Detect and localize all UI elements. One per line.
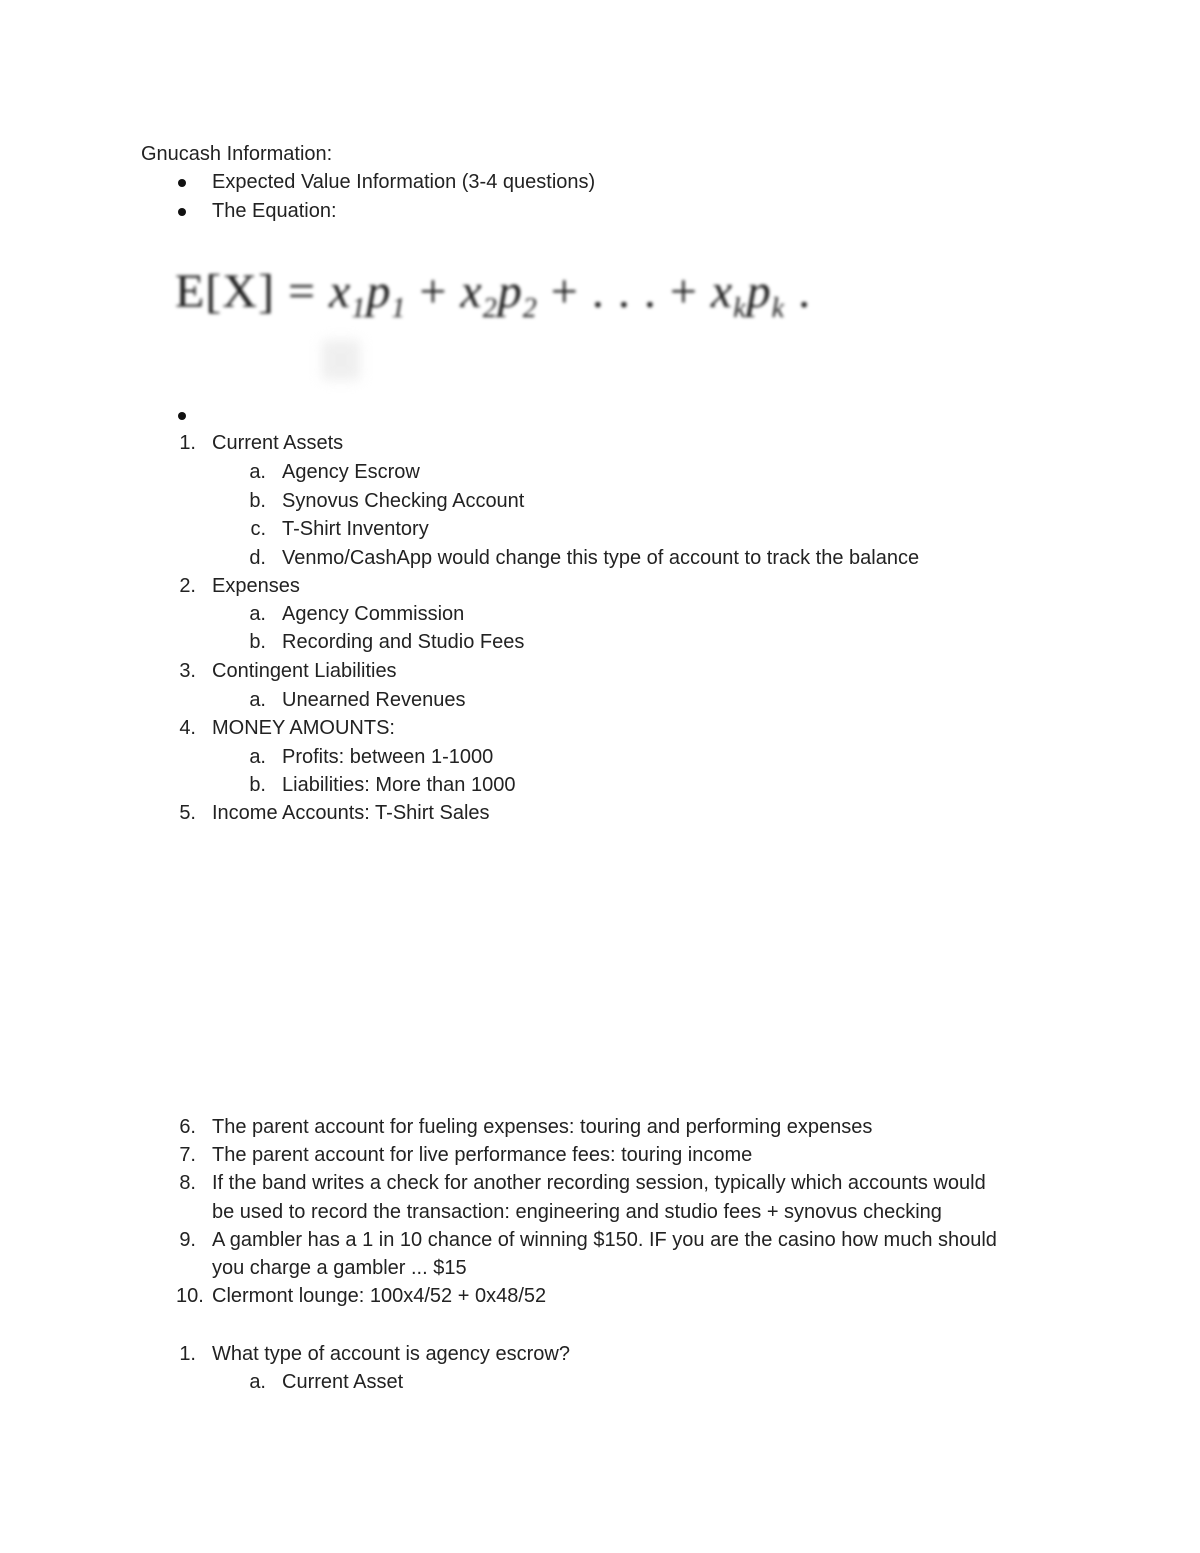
sublist-item: Current Asset: [282, 1371, 404, 1393]
sublist-item: Recording and Studio Fees: [282, 631, 525, 653]
list-item: Clermont lounge: 100x4/52 + 0x48/52: [212, 1285, 547, 1307]
sublist-letter: c.: [250, 518, 266, 540]
list-item: The parent account for fueling expenses: touring and performing expenses: [212, 1116, 873, 1138]
sublist-item: Liabilities: More than 1000: [282, 774, 516, 796]
sublist-letter: a.: [249, 461, 266, 483]
list-number: 9.: [179, 1229, 196, 1251]
empty-bullet-marker: [178, 412, 186, 420]
list-number: 10.: [176, 1285, 204, 1307]
list-item: The parent account for live performance fees: touring income: [212, 1144, 753, 1166]
sublist-letter: d.: [249, 547, 266, 569]
sublist-item: Agency Escrow: [282, 461, 420, 483]
document-heading: Gnucash Information:: [141, 143, 333, 165]
sublist-item: Unearned Revenues: [282, 689, 466, 711]
list-item: MONEY AMOUNTS:: [212, 717, 395, 739]
list-number: 2.: [179, 575, 196, 597]
sublist-item: Agency Commission: [282, 603, 465, 625]
image-smudge: [322, 340, 360, 380]
list-number: 8.: [179, 1172, 196, 1194]
list-item: If the band writes a check for another recording session, typically which accounts would: [212, 1172, 986, 1194]
sublist-item: Venmo/CashApp would change this type of account to track the balance: [282, 547, 920, 569]
list-item: Income Accounts: T-Shirt Sales: [212, 802, 490, 824]
sublist-letter: a.: [249, 603, 266, 625]
list-number: 5.: [179, 802, 196, 824]
list-number: 7.: [179, 1144, 196, 1166]
list-number: 6.: [179, 1116, 196, 1138]
sublist-letter: a.: [249, 689, 266, 711]
sublist-item: T-Shirt Inventory: [282, 518, 429, 540]
sublist-letter: a.: [249, 1371, 266, 1393]
list-number: 4.: [179, 717, 196, 739]
list-item-continuation: be used to record the transaction: engineering and studio fees + synovus checking: [212, 1201, 942, 1223]
sublist-letter: b.: [249, 631, 266, 653]
bullet-item: Expected Value Information (3-4 questions): [212, 171, 596, 193]
list-number: 1.: [179, 432, 196, 454]
list-item: A gambler has a 1 in 10 chance of winning $150. IF you are the casino how much should: [212, 1229, 997, 1251]
bullet-item: The Equation:: [212, 200, 337, 222]
list-item: Contingent Liabilities: [212, 660, 397, 682]
sublist-item: Profits: between 1-1000: [282, 746, 494, 768]
list-item-continuation: you charge a gambler ... $15: [212, 1257, 467, 1279]
sublist-letter: b.: [249, 490, 266, 512]
list-number: 1.: [179, 1343, 196, 1365]
list-item: What type of account is agency escrow?: [212, 1343, 570, 1365]
sublist-letter: a.: [249, 746, 266, 768]
list-item: Current Assets: [212, 432, 344, 454]
sublist-item: Synovus Checking Account: [282, 490, 525, 512]
list-number: 3.: [179, 660, 196, 682]
sublist-letter: b.: [249, 774, 266, 796]
bullet-marker: [178, 179, 186, 187]
bullet-marker: [178, 208, 186, 216]
expected-value-equation: $E[X] = x_1p_1 + x_2p_2$ + . . . + $x_kp_k$ .: [175, 265, 812, 324]
list-item: Expenses: [212, 575, 300, 597]
